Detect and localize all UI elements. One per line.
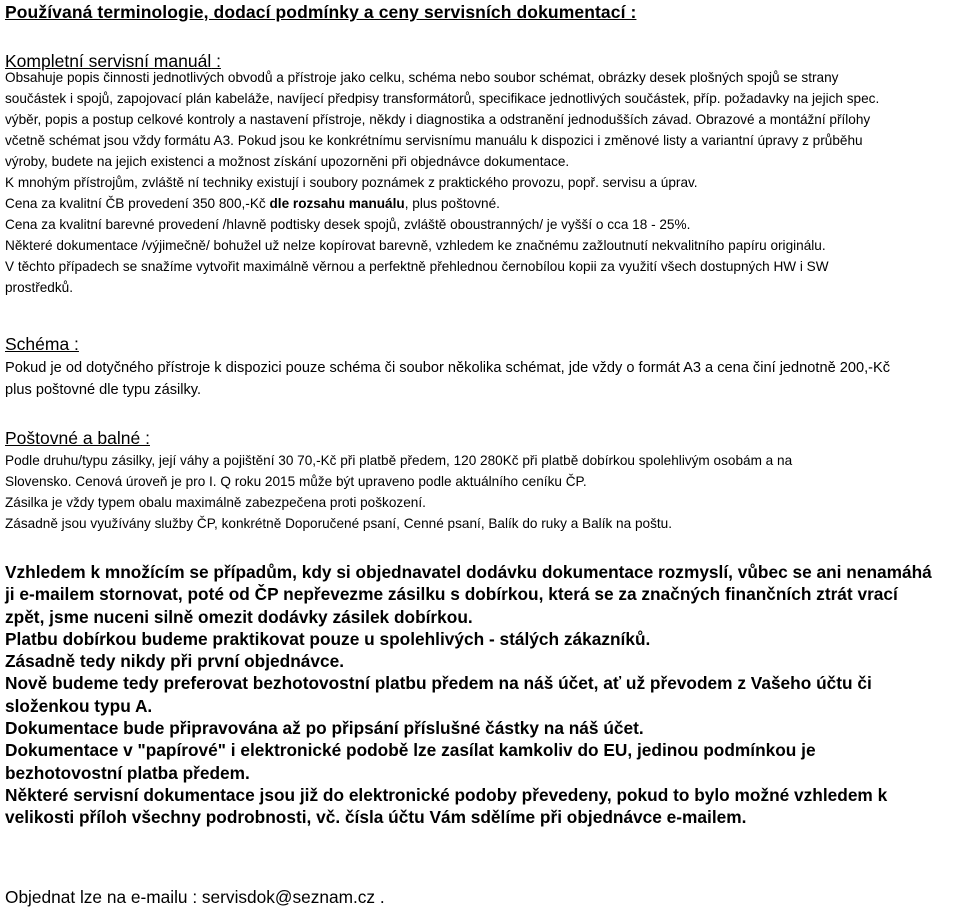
payment-notice	[5, 561, 957, 829]
notice-line-3: zpět, jsme nuceni silně omezit dodávky zásilek dobírkou.	[5, 606, 473, 627]
notice-line-9: Dokumentace v "papírové" i elektronické podobě lze zasílat kamkoliv do EU, jedinou podmínkou je	[5, 740, 816, 761]
notice-line-7: složenkou typu A.	[5, 695, 153, 716]
notice-line-6: Nově budeme tedy preferovat bezhotovostní platbu předem na náš účet, ať už převodem z Vašeho účtu či	[5, 673, 872, 694]
notice-line-12: velikosti příloh všechny podrobnosti, vč. čísla účtu Vám sdělíme při objednávce e-mailem.	[5, 807, 747, 828]
notice-line-10: bezhotovostní platba předem.	[5, 762, 250, 783]
notice-line-8: Dokumentace bude připravována až po připsání příslušné částky na náš účet.	[5, 718, 644, 739]
postage-line-3: Zásilka je vždy typem obalu maximálně zabezpečena proti poškození.	[5, 495, 426, 510]
manual-line-9: Některé dokumentace /výjimečně/ bohužel už nelze kopírovat barevně, vzhledem ke značnému zažloutnutí nekvalitního papíru originálu.	[5, 238, 826, 253]
manual-line-10: V těchto případech se snažíme vytvořit maximálně věrnou a perfektně přehlednou černobílou kopii za využití všech dostupných HW i SW	[5, 259, 829, 274]
manual-line-5: výroby, budete na jejich existenci a možnost získání upozorněni při objednávce dokumentace.	[5, 154, 570, 169]
manual-line-4: včetně schémat jsou vždy formátu A3. Pokud jsou ke konkrétnímu servisnímu manuálu k dispozici i změnové listy a variantní úpravy z průběhu	[5, 133, 863, 148]
schema-line-1: Pokud je od dotyčného přístroje k dispozici pouze schéma či soubor několika schémat, jde vždy o formát A3 a cena činí jednotně 200,-Kč	[5, 360, 891, 376]
manual-line-11: prostředků.	[5, 280, 74, 295]
notice-line-11: Některé servisní dokumentace jsou již do elektronické podoby převedeny, pokud to bylo možné vzhledem k	[5, 784, 888, 805]
manual-price-bw	[5, 193, 957, 214]
notice-line-5: Zásadně tedy nikdy při první objednávce.	[5, 651, 345, 672]
manual-line-1: Obsahuje popis činnosti jednotlivých obvodů a přístroje jako celku, schéma nebo soubor schémat, obrázky desek plošných spojů se strany	[5, 70, 839, 85]
page-title: Používaná terminologie, dodací podmínky a ceny servisních dokumentací :	[5, 2, 637, 22]
manual-heading-text: Kompletní servisní manuál	[5, 51, 212, 71]
schema-title: Schéma :	[5, 334, 79, 354]
postage-line-2: Slovensko. Cenová úroveň je pro I. Q roku 2015 může být upraveno podle aktuálního ceníku ČP.	[5, 474, 587, 489]
price-bw-post: , plus poštovné.	[404, 196, 500, 211]
manual-line-2: součástek i spojů, zapojovací plán kabeláže, navíjecí předpisy transformátorů, specifikace jednotlivých součástek, příp. požadavky na jejich spec.	[5, 91, 880, 106]
manual-line-6: K mnohým přístrojům, zvláště ní techniky existují i soubory poznámek z praktického provozu, popř. servisu a úprav.	[5, 175, 698, 190]
notice-line-2: ji e-mailem stornovat, poté od ČP nepřevezme zásilku s dobírkou, která se za značných finančních ztrát vrací	[5, 584, 898, 605]
order-email-line: Objednat lze na e-mailu : servisdok@seznam.cz .	[5, 887, 385, 907]
manual-heading-colon: :	[211, 51, 221, 71]
manual-line-8: Cena za kvalitní barevné provedení /hlavně podtisky desek spojů, zvláště oboustranných/ je vyšší o cca 18 - 25%.	[5, 217, 691, 232]
manual-line-3: výběr, popis a postup celkové kontroly a nastavení přístroje, někdy i diagnostika a odstranění jednodušších závad. Obrazové a montážní přílohy	[5, 112, 871, 127]
notice-line-4: Platbu dobírkou budeme praktikovat pouze u spolehlivých - stálých zákazníků.	[5, 628, 651, 649]
postage-line-1: Podle druhu/typu zásilky, její váhy a pojištění 30 70,-Kč při platbě předem, 120 280Kč při platbě dobírkou spolehlivým osobám a na	[5, 453, 793, 468]
price-bw-text: Cena za kvalitní ČB provedení 350 800,-Kč	[5, 196, 270, 211]
schema-description	[5, 357, 957, 401]
notice-line-1: Vzhledem k množícím se případům, kdy si objednavatel dodávku dokumentace rozmyslí, vůbec se ani nenamáhá	[5, 562, 932, 582]
manual-description	[5, 67, 957, 298]
postage-description	[5, 450, 957, 534]
postage-line-4: Zásadně jsou využívány služby ČP, konkrétně Doporučené psaní, Cenné psaní, Balík do ruky a Balík na poštu.	[5, 516, 672, 531]
price-bw-bold: dle rozsahu manuálu	[269, 196, 405, 211]
schema-line-2: plus poštovné dle typu zásilky.	[5, 382, 202, 398]
postage-heading: Poštovné a balné :	[5, 428, 150, 448]
